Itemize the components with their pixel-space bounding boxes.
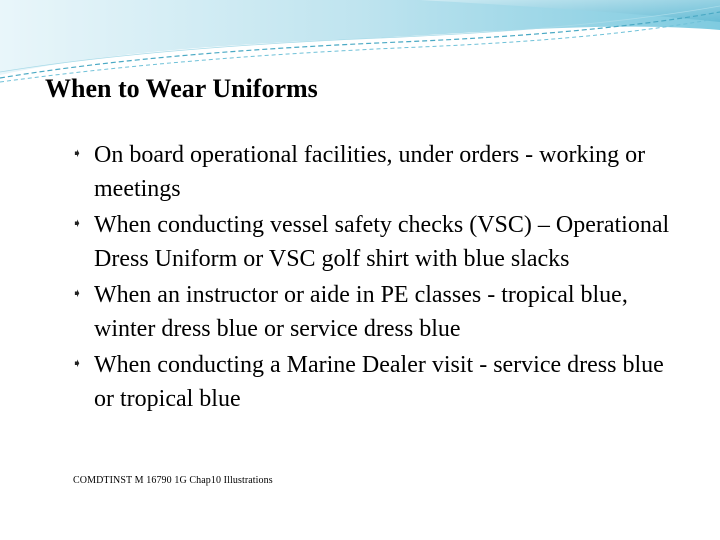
wavy-arrow-bullet-icon: ➧ [72,286,83,300]
bullet-text: When conducting a Marine Dealer visit - service dress blue or tropical blue [94,352,664,412]
wavy-arrow-bullet-icon: ➧ [72,146,83,160]
bullet-list [72,136,682,416]
bullet-text: On board operational facilities, under orders - working or meetings [94,142,646,202]
bullet-text: When conducting vessel safety checks (VSC) – Operational Dress Uniform or VSC golf shirt with blue slacks [94,212,670,272]
wavy-arrow-bullet-icon: ➧ [72,216,83,230]
slide-title: When to Wear Uniforms [45,74,318,103]
bullet-text: When an instructor or aide in PE classes - tropical blue, winter dress blue or service dress blue [94,282,628,342]
wavy-arrow-bullet-icon: ➧ [72,356,83,370]
bullet-item [72,346,682,416]
bullet-item [72,206,682,276]
source-footnote: COMDTINST M 16790 1G Chap10 Illustrations [73,475,273,486]
bullet-item [72,136,682,206]
bullet-item [72,276,682,346]
